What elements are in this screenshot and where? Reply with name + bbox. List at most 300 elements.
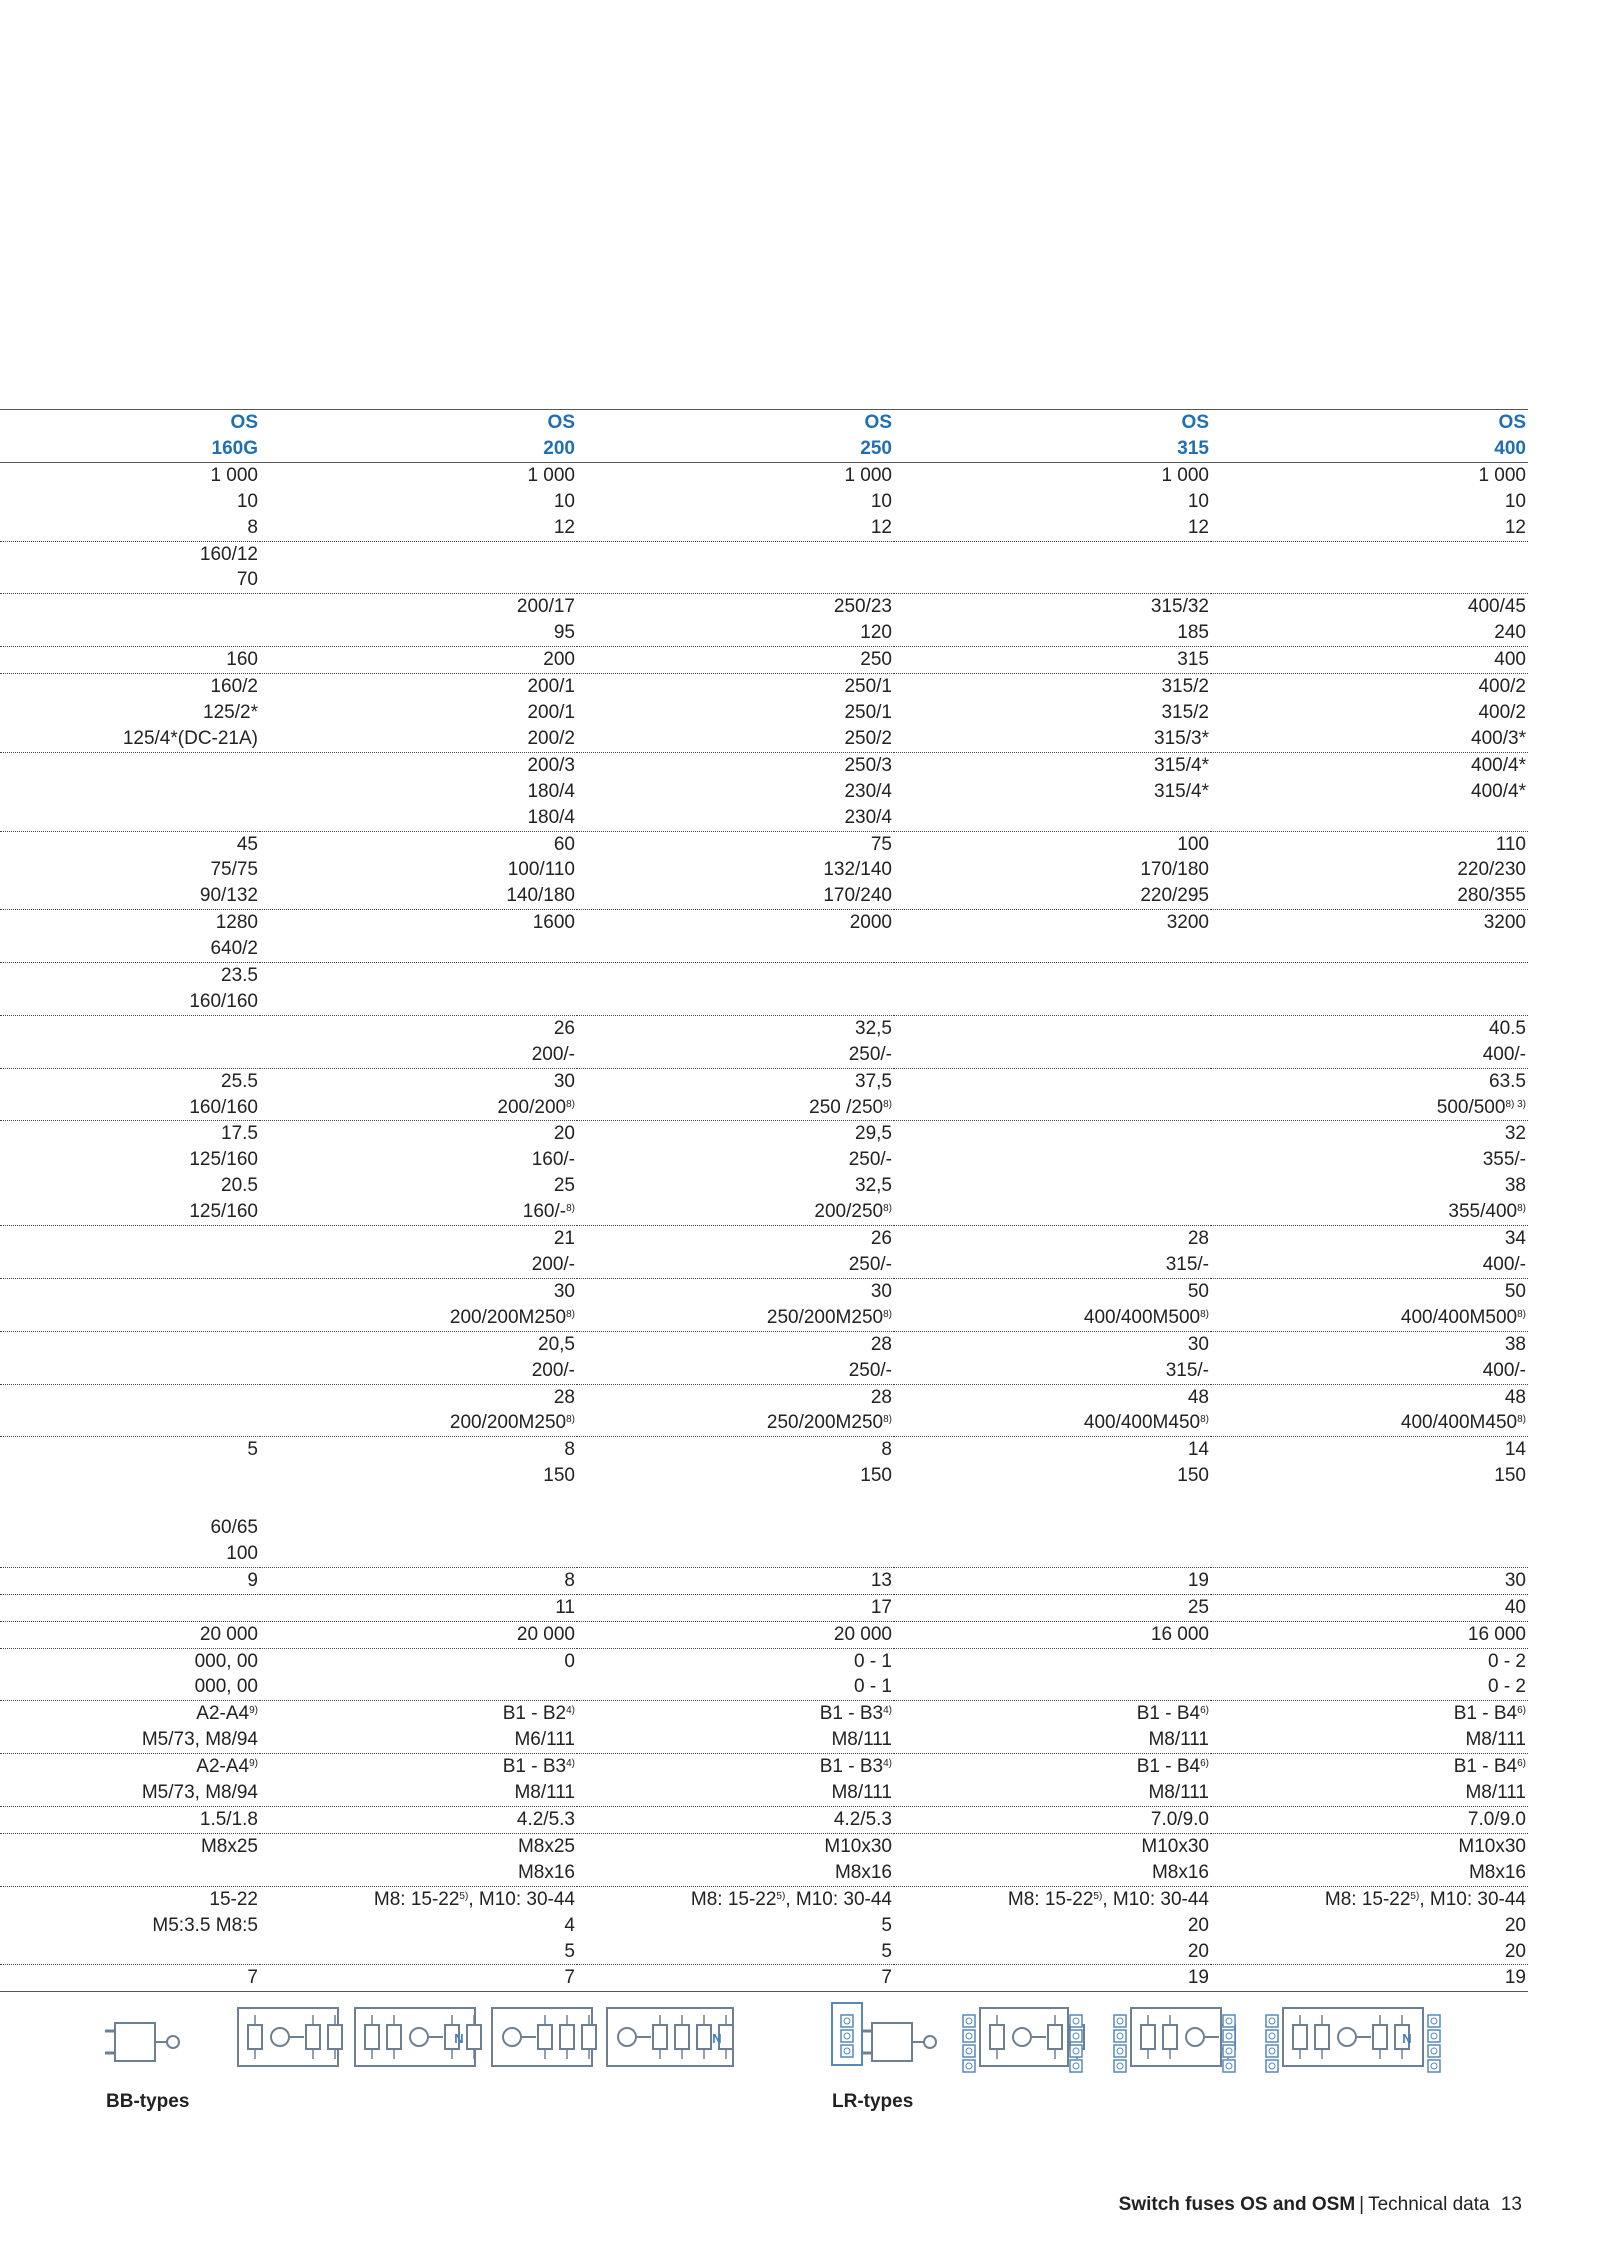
table-row <box>0 936 1528 962</box>
table-row <box>0 831 1528 857</box>
table-cell: 180/4 <box>260 805 577 831</box>
page-number: 13 <box>1500 2194 1522 2215</box>
table-row <box>0 567 1528 593</box>
table-cell: M8/111 <box>1211 1727 1528 1753</box>
table-cell: 1280 <box>215 912 258 934</box>
switch-diagram-row <box>0 1995 1600 2075</box>
table-cell: 95 <box>260 620 577 646</box>
table-cell: M8x16 <box>1211 1860 1528 1886</box>
footnote-marker: 4) <box>883 1758 892 1770</box>
table-cell <box>1211 1199 1528 1225</box>
table-cell: 400/2 <box>1478 676 1526 698</box>
table-cell: 7.0/9.0 <box>894 1807 1211 1834</box>
table-cell: 355/- <box>1482 1149 1526 1171</box>
table-cell <box>260 963 577 989</box>
table-cell: 30 <box>1211 1567 1528 1594</box>
table-row <box>0 1358 1528 1384</box>
table-cell: 7 <box>260 1965 577 1992</box>
table-cell: 140/180 <box>260 883 577 909</box>
table-cell: 7.0/9.0 <box>1211 1807 1528 1834</box>
cell-text: B1 - B4 <box>1453 1756 1518 1778</box>
table-cell <box>0 805 260 831</box>
table-cell <box>0 1358 260 1384</box>
table-cell: 1 000 <box>1478 464 1526 486</box>
footer-title: Switch fuses OS and OSM <box>1118 2194 1356 2215</box>
table-cell <box>577 541 894 567</box>
table-cell <box>0 1939 260 1965</box>
table-row <box>0 1754 1528 1780</box>
table-cell: 7 <box>0 1965 260 1992</box>
footnote-marker: 8) <box>883 1203 892 1215</box>
table-cell <box>0 1860 260 1886</box>
table-cell: 250/- <box>577 1042 894 1068</box>
table-row <box>0 1648 1528 1674</box>
table-cell: 315/2 <box>1161 676 1209 698</box>
table-cell: 100 <box>1177 833 1209 855</box>
table-cell: 26 <box>870 1228 892 1250</box>
table-cell: 8 <box>881 1439 892 1461</box>
cell-text: M8: 15-22 <box>1324 1888 1411 1910</box>
table-cell: 8 <box>0 515 260 541</box>
table-row <box>0 805 1528 831</box>
table-cell: 32 <box>1504 1123 1526 1145</box>
table-row <box>0 620 1528 646</box>
cell-text: B1 - B2 <box>502 1703 567 1725</box>
table-cell <box>894 1095 1211 1121</box>
table-cell: 200/- <box>260 1252 577 1278</box>
table-cell: 160/2 <box>210 676 258 698</box>
cell-text: 250/200M250 <box>766 1412 884 1434</box>
bb-handle-diagram <box>115 2023 155 2061</box>
table-cell: M6/111 <box>260 1727 577 1753</box>
table-cell <box>577 1305 894 1331</box>
table-cell: 20 <box>553 1123 575 1145</box>
cell-text: A2-A4 <box>196 1756 250 1778</box>
table-row <box>0 1068 1528 1094</box>
table-cell: M8/111 <box>894 1780 1211 1806</box>
column-header: OS <box>894 410 1211 436</box>
table-cell: 48 <box>1504 1386 1526 1408</box>
table-cell <box>577 1489 894 1515</box>
table-cell: 110 <box>1495 833 1526 855</box>
table-row <box>0 1278 1528 1304</box>
table-cell: 13 <box>577 1567 894 1594</box>
table-cell <box>1211 1541 1528 1567</box>
footer-separator: | <box>1359 2194 1365 2215</box>
table-cell: 2000 <box>849 912 892 934</box>
table-cell: 132/140 <box>823 859 892 881</box>
table-cell <box>894 805 1211 831</box>
table-cell: 4.2/5.3 <box>260 1807 577 1834</box>
table-cell: 280/355 <box>1211 883 1528 909</box>
cell-text: M8: 15-22 <box>690 1888 777 1910</box>
table-cell <box>0 1305 260 1331</box>
page-footer <box>1119 2194 1522 2216</box>
table-cell: M8x25 <box>517 1835 575 1857</box>
table-cell: 16 000 <box>1211 1621 1528 1648</box>
table-cell <box>577 1199 894 1225</box>
table-cell <box>1211 936 1528 962</box>
footnote-marker: 8) <box>883 1414 892 1426</box>
table-cell: 14 <box>1187 1439 1209 1461</box>
table-cell: 28 <box>553 1386 575 1408</box>
table-cell: 20 <box>894 1939 1211 1965</box>
header-row-series <box>0 410 1528 436</box>
table-cell <box>577 567 894 593</box>
table-cell <box>577 1701 894 1727</box>
table-cell <box>894 989 1211 1015</box>
table-cell: 1.5/1.8 <box>0 1807 260 1834</box>
lr-types-label: LR-types <box>832 2091 914 2112</box>
table-cell: 8 <box>564 1439 575 1461</box>
table-cell <box>0 779 260 805</box>
table-cell: M8/111 <box>577 1780 894 1806</box>
table-cell: 250/3 <box>844 754 892 776</box>
footnote-marker: 6) <box>1517 1758 1526 1770</box>
table-cell: 315/- <box>894 1358 1211 1384</box>
table-row <box>0 1913 1528 1939</box>
table-cell: M10x30 <box>824 1835 892 1857</box>
table-cell: 28 <box>1187 1228 1209 1250</box>
table-cell <box>260 1674 577 1700</box>
table-cell <box>1211 805 1528 831</box>
table-cell: 200/3 <box>527 754 575 776</box>
table-cell: 20 <box>1187 1914 1209 1936</box>
table-cell: 11 <box>260 1594 577 1621</box>
table-row <box>0 1515 1528 1541</box>
table-cell <box>894 1173 1211 1199</box>
table-cell <box>577 1754 894 1780</box>
table-row <box>0 1331 1528 1357</box>
table-cell: 19 <box>1211 1965 1528 1992</box>
table-row <box>0 1252 1528 1278</box>
table-row <box>0 1939 1528 1965</box>
table-cell <box>260 1541 577 1567</box>
footnote-marker: 5) <box>1093 1890 1103 1902</box>
table-cell: M8x16 <box>260 1860 577 1886</box>
cell-text: 200/200 <box>497 1096 567 1118</box>
table-cell <box>577 1515 894 1541</box>
table-cell: 34 <box>1504 1228 1526 1250</box>
table-row <box>0 910 1528 936</box>
column-header: OS <box>1211 410 1528 436</box>
cell-text: 250 /250 <box>809 1096 884 1118</box>
table-cell <box>894 936 1211 962</box>
footnote-marker: 8) <box>566 1414 575 1426</box>
neutral-mark: N <box>454 2031 464 2046</box>
cell-text: B1 - B3 <box>502 1756 567 1778</box>
table-cell: 28 <box>870 1333 892 1355</box>
table-cell: 21 <box>553 1228 575 1250</box>
table-cell <box>1211 1886 1528 1912</box>
table-cell: 230/4 <box>577 805 894 831</box>
table-cell: 400/- <box>1211 1042 1528 1068</box>
footnote-marker: 6) <box>1200 1758 1209 1770</box>
table-cell <box>260 1886 577 1912</box>
table-cell <box>894 1121 1211 1147</box>
table-cell <box>0 1331 260 1357</box>
table-row <box>0 1121 1528 1147</box>
table-cell: M5/73, M8/94 <box>0 1727 260 1753</box>
table-row <box>0 594 1528 620</box>
cell-text: M8: 15-22 <box>1007 1888 1094 1910</box>
table-row <box>0 1727 1528 1753</box>
table-cell: M5/73, M8/94 <box>0 1780 260 1806</box>
table-cell <box>1211 541 1528 567</box>
cell-text: B1 - B3 <box>819 1756 884 1778</box>
table-cell: 100/110 <box>507 859 575 881</box>
table-cell: 250/23 <box>833 596 892 618</box>
table-cell: 20,5 <box>538 1333 575 1355</box>
table-cell: 9 <box>0 1567 260 1594</box>
table-cell: 200/2 <box>260 726 577 752</box>
table-cell: 48 <box>1187 1386 1209 1408</box>
table-cell: 32,5 <box>855 1175 892 1197</box>
footnote-marker: 9) <box>249 1758 258 1770</box>
table-cell <box>260 1199 577 1225</box>
cell-text: B1 - B4 <box>1136 1703 1201 1725</box>
table-cell: 7 <box>577 1965 894 1992</box>
table-cell <box>260 567 577 593</box>
table-cell <box>894 567 1211 593</box>
table-cell <box>894 1015 1211 1041</box>
table-cell: 5 <box>881 1914 892 1936</box>
table-cell: 15-22 <box>209 1888 258 1910</box>
table-cell: 400/- <box>1211 1358 1528 1384</box>
table-cell: 170/240 <box>577 883 894 909</box>
table-cell: 1 000 <box>527 464 575 486</box>
table-row <box>0 1807 1528 1834</box>
table-cell: 17.5 <box>221 1123 258 1145</box>
table-cell: 315/3* <box>894 726 1211 752</box>
technical-data-table <box>0 409 1528 1992</box>
table-row <box>0 700 1528 726</box>
table-row <box>0 1860 1528 1886</box>
table-row <box>0 1147 1528 1173</box>
table-cell: 75 <box>870 833 892 855</box>
table-cell: 50 <box>1504 1280 1526 1302</box>
table-cell: 315/32 <box>1150 596 1209 618</box>
table-cell <box>0 1252 260 1278</box>
table-cell: 10 <box>1504 490 1526 512</box>
table-cell: 125/2* <box>203 701 258 723</box>
table-cell: 180/4 <box>527 780 575 802</box>
cell-text: 400/400M450 <box>1400 1412 1518 1434</box>
table-cell <box>0 1384 260 1410</box>
table-row <box>0 1780 1528 1806</box>
footnote-marker: 5) <box>776 1890 786 1902</box>
column-header: 200 <box>260 436 577 462</box>
table-cell: 1600 <box>532 912 575 934</box>
footnote-marker: 6) <box>1200 1705 1209 1717</box>
table-cell: 000, 00 <box>194 1650 258 1672</box>
table-cell: 75/75 <box>210 859 258 881</box>
table-row <box>0 1701 1528 1727</box>
table-cell: M8/111 <box>260 1780 577 1806</box>
table-cell <box>1211 1701 1528 1727</box>
table-cell: 40.5 <box>1489 1017 1526 1039</box>
table-cell: 200/17 <box>516 596 575 618</box>
table-cell: 20 000 <box>260 1621 577 1648</box>
table-cell: 20 <box>1211 1939 1528 1965</box>
table-cell: 250/2 <box>577 726 894 752</box>
table-cell <box>1211 1489 1528 1515</box>
footnote-marker: 4) <box>883 1705 892 1717</box>
footnote-marker: 8) <box>883 1308 892 1320</box>
table-cell: 5 <box>260 1939 577 1965</box>
table-cell: 1 000 <box>844 464 892 486</box>
table-cell <box>894 1068 1211 1094</box>
table-cell <box>577 1410 894 1436</box>
table-cell: 0 - 2 <box>1211 1674 1528 1700</box>
footnote-marker: 8) <box>566 1098 575 1110</box>
table-cell <box>0 1701 260 1727</box>
table-row <box>0 1015 1528 1041</box>
table-cell: M8x25 <box>200 1835 258 1857</box>
footnote-marker: 9) <box>249 1705 258 1717</box>
table-cell: 26 <box>553 1017 575 1039</box>
table-cell <box>577 936 894 962</box>
table-cell: 5 <box>577 1939 894 1965</box>
table-row <box>0 779 1528 805</box>
table-cell <box>0 1226 260 1252</box>
table-cell <box>894 963 1211 989</box>
table-cell: M5:3.5 M8:5 <box>152 1914 258 1936</box>
table-cell: 0 <box>564 1650 575 1672</box>
table-row <box>0 1384 1528 1410</box>
table-cell: 4 <box>564 1914 575 1936</box>
table-cell: 1 000 <box>210 464 258 486</box>
cell-text: B1 - B3 <box>819 1703 884 1725</box>
table-cell: 30 <box>1187 1333 1209 1355</box>
table-row <box>0 1621 1528 1648</box>
table-cell: 45 <box>236 833 258 855</box>
table-cell <box>0 594 260 620</box>
table-cell: 250 <box>577 647 894 674</box>
table-row <box>0 1226 1528 1252</box>
table-cell: 4.2/5.3 <box>577 1807 894 1834</box>
table-cell <box>894 1674 1211 1700</box>
cell-text: 500/500 <box>1436 1096 1506 1118</box>
table-cell: M8/111 <box>1211 1780 1528 1806</box>
table-cell: 3200 <box>1166 912 1209 934</box>
table-cell: 200/1 <box>527 701 575 723</box>
table-cell: 1 000 <box>1161 464 1209 486</box>
footnote-marker: 4) <box>566 1705 575 1717</box>
table-cell: 220/295 <box>894 883 1211 909</box>
table-cell: 200/1 <box>527 676 575 698</box>
table-cell: 30 <box>553 1070 575 1092</box>
table-row <box>0 963 1528 989</box>
table-cell: 29,5 <box>855 1123 892 1145</box>
table-cell: 200/- <box>260 1358 577 1384</box>
table-cell: 16 000 <box>894 1621 1211 1648</box>
table-cell: 220/230 <box>1457 859 1526 881</box>
table-cell <box>894 1701 1211 1727</box>
table-cell <box>0 620 260 646</box>
table-cell: 400/2 <box>1478 701 1526 723</box>
cell-text: B1 - B4 <box>1453 1703 1518 1725</box>
footnote-marker: 8) <box>883 1098 892 1110</box>
cell-text: 355/400 <box>1448 1201 1518 1223</box>
table-cell: 315/2 <box>1161 701 1209 723</box>
table-row <box>0 1594 1528 1621</box>
table-row <box>0 1674 1528 1700</box>
table-cell: 20 000 <box>577 1621 894 1648</box>
table-cell: 50 <box>1187 1280 1209 1302</box>
table-row <box>0 462 1528 488</box>
table-row <box>0 989 1528 1015</box>
table-cell <box>894 541 1211 567</box>
table-cell <box>1211 1095 1528 1121</box>
table-row <box>0 857 1528 883</box>
table-cell <box>894 1648 1211 1674</box>
table-cell <box>0 1489 260 1515</box>
table-cell: 17 <box>577 1594 894 1621</box>
table-cell: 315 <box>894 647 1211 674</box>
table-row <box>0 674 1528 700</box>
footnote-marker: 8) <box>1200 1308 1209 1320</box>
table-row <box>0 1886 1528 1912</box>
table-cell: 250/- <box>577 1252 894 1278</box>
column-header: 160G <box>0 436 260 462</box>
table-cell: 60/65 <box>210 1517 258 1539</box>
table-cell <box>0 1042 260 1068</box>
table-row <box>0 1173 1528 1199</box>
table-row <box>0 489 1528 515</box>
table-cell: 38 <box>1504 1175 1526 1197</box>
table-cell: 60 <box>553 833 575 855</box>
table-row <box>0 1833 1528 1859</box>
table-cell <box>1211 963 1528 989</box>
table-cell <box>260 1410 577 1436</box>
table-cell <box>260 989 577 1015</box>
table-cell <box>260 1095 577 1121</box>
table-cell: M8x16 <box>894 1860 1211 1886</box>
table-cell: M8/111 <box>894 1727 1211 1753</box>
column-header: 250 <box>577 436 894 462</box>
table-cell: M10x30 <box>1141 1835 1209 1857</box>
table-row <box>0 1042 1528 1068</box>
column-header: OS <box>577 410 894 436</box>
table-row <box>0 1410 1528 1436</box>
table-cell <box>894 1305 1211 1331</box>
cell-text: 400/400M500 <box>1083 1306 1201 1328</box>
table-row <box>0 1437 1528 1463</box>
table-cell <box>260 1701 577 1727</box>
cell-text: , M10: 30-44 <box>468 1888 575 1910</box>
table-cell <box>1211 1410 1528 1436</box>
table-cell <box>260 936 577 962</box>
table-cell: 125/160 <box>189 1149 258 1171</box>
table-cell: 250/- <box>577 1358 894 1384</box>
cell-text: 200/200M250 <box>449 1412 567 1434</box>
table-cell: 640/2 <box>0 936 260 962</box>
table-cell: M8x16 <box>577 1860 894 1886</box>
table-cell <box>894 1199 1211 1225</box>
table-cell: 160/- <box>531 1149 575 1171</box>
column-header: 315 <box>894 436 1211 462</box>
footnote-marker: 5) <box>459 1890 469 1902</box>
table-row <box>0 1095 1528 1121</box>
table-row <box>0 541 1528 567</box>
footnote-marker: 8) <box>1200 1414 1209 1426</box>
table-cell: 240 <box>1211 620 1528 646</box>
table-cell: 125/160 <box>0 1199 260 1225</box>
table-cell: 3200 <box>1483 912 1526 934</box>
column-header: OS <box>0 410 260 436</box>
table-cell: 32,5 <box>855 1017 892 1039</box>
